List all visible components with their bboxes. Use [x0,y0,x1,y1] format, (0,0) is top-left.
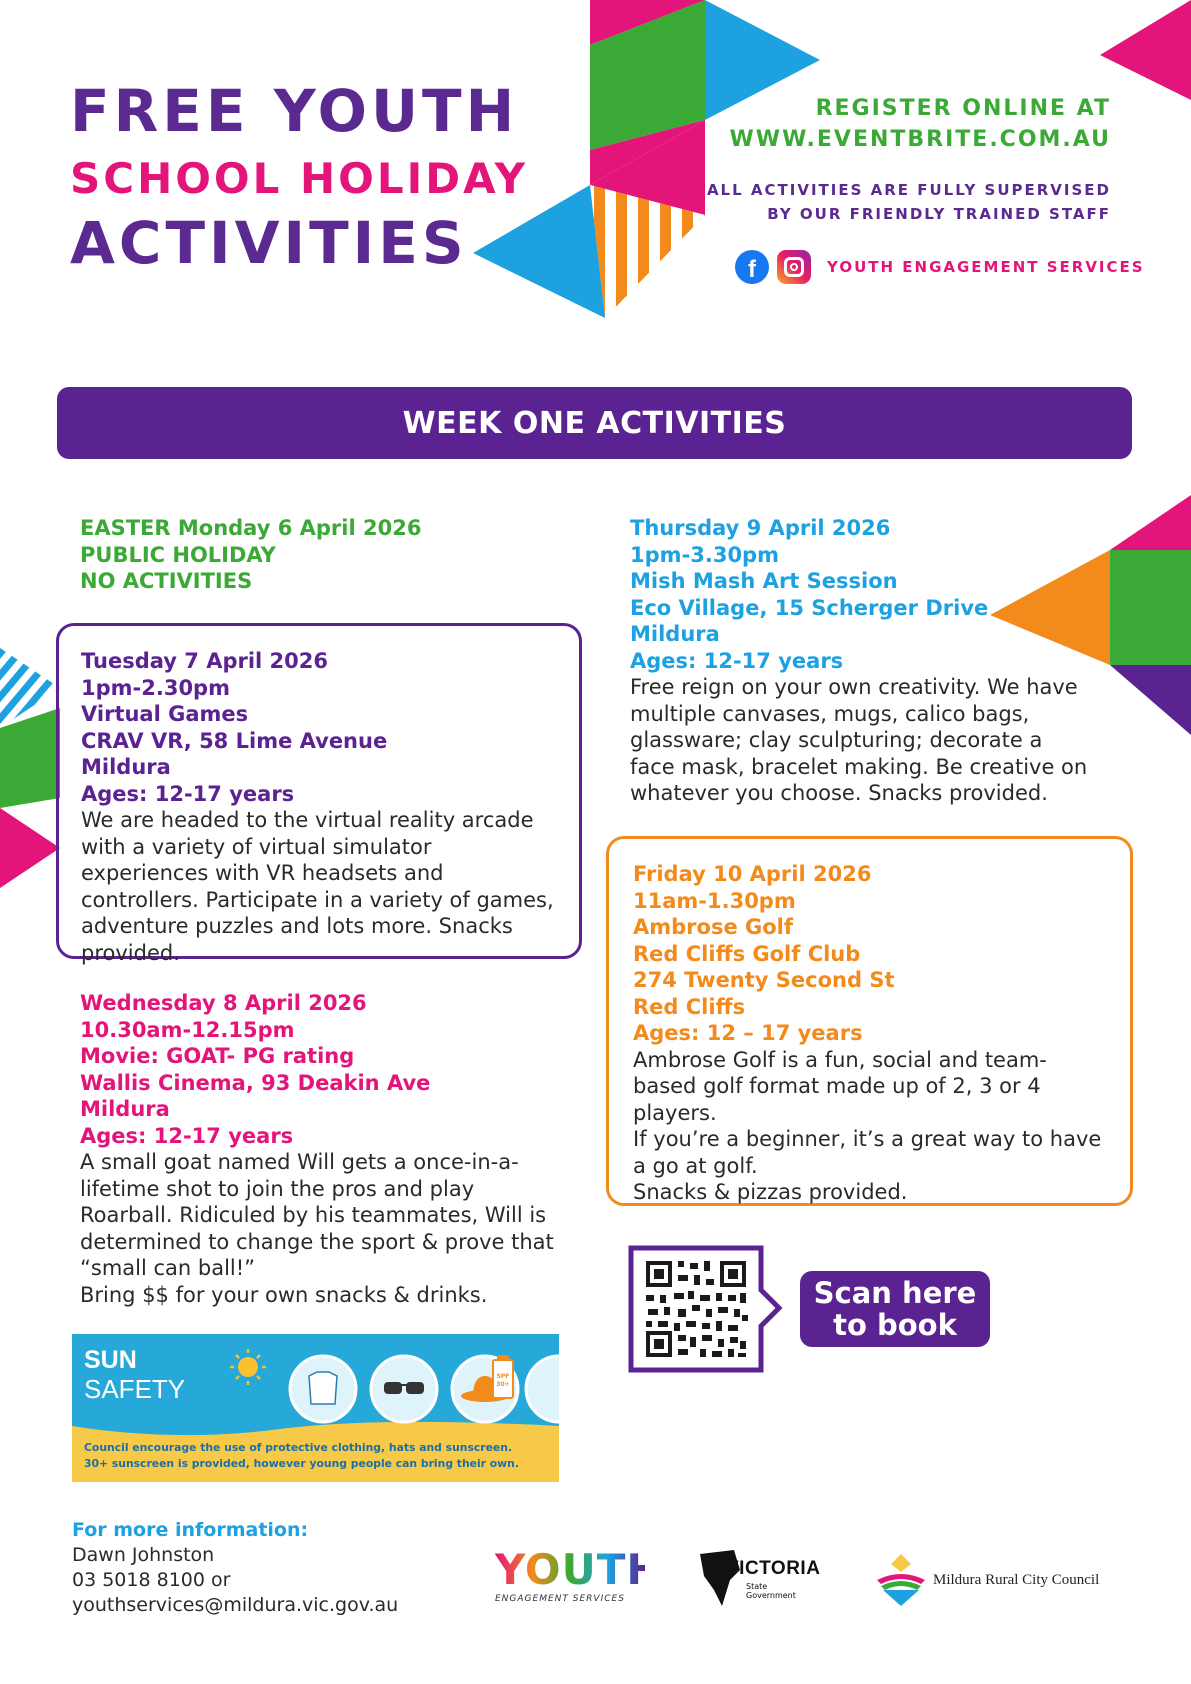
monday-line-2: PUBLIC HOLIDAY [80,542,276,567]
youth-engagement-logo [495,1545,663,1604]
victoria-wordmark: VICTORIA [726,1558,821,1579]
sun-text-2: 30+ sunscreen is provided, however young people can bring their own. [84,1457,519,1470]
social-label: YOUTH ENGAGEMENT SERVICES [827,258,1145,276]
scan-line-2: to book [833,1308,957,1342]
wednesday-time: 10.30am-12.15pm [80,1017,295,1042]
contact-heading: For more information: [72,1519,309,1541]
contact-phone[interactable]: 03 5018 8100 or [72,1569,231,1591]
decorative-triangles-left [0,648,60,888]
thursday-venue: Eco Village, 15 Scherger Drive [630,595,989,620]
scan-line-1: Scan here [813,1276,977,1310]
spf-label: SPF 30+ [496,1373,510,1388]
sun-icon [238,1357,258,1377]
supervised-line-1: ALL ACTIVITIES ARE FULLY SUPERVISED [706,181,1111,199]
title-line-3: ACTIVITIES [70,209,468,277]
friday-description: Ambrose Golf is a fun, social and team-based golf format made up of 2, 3 or 4 players. [633,1047,1047,1125]
social-links [735,250,1145,284]
wednesday-town: Mildura [80,1097,170,1121]
victoria-sub-2: Government [746,1591,796,1600]
tuesday-time: 1pm-2.30pm [81,675,230,700]
thursday-activity: Mish Mash Art Session [630,569,898,593]
wednesday-bring-note: Bring $$ for your own snacks & drinks. [80,1282,488,1307]
sun-text-1: Council encourage the use of protective clothing, hats and sunscreen. [84,1441,513,1454]
supervised-note [707,178,1111,226]
victoria-government-logo [700,1550,820,1610]
council-emblem-icon [875,1550,927,1608]
wednesday-activity: Movie: GOAT- PG rating [80,1044,355,1068]
friday-activity: Ambrose Golf [633,915,794,939]
title-line-2: SCHOOL HOLIDAY [70,154,529,203]
friday-snacks-note: Snacks & pizzas provided. [633,1180,908,1204]
scan-to-book-button[interactable] [800,1271,990,1347]
tuesday-card [56,623,582,965]
facebook-icon[interactable]: f [735,250,769,284]
week-banner: WEEK ONE ACTIVITIES [57,387,1132,459]
wednesday-date: Wednesday 8 April 2026 [80,991,367,1015]
monday-notice [80,515,421,595]
youth-logo-text: YOUTH [495,1545,663,1594]
sun-title-1: SUN [84,1346,137,1374]
thursday-date: Thursday 9 April 2026 [630,516,891,540]
tuesday-description: We are headed to the virtual reality arcade with a variety of virtual simulator experiences with VR headsets and controllers. Participate in a variety of games, adventure puzzles and lots more. Snacks provided. [81,808,554,965]
register-label: REGISTER ONLINE AT [815,96,1111,121]
wednesday-ages: Ages: 12-17 years [80,1123,294,1148]
supervised-line-2: BY OUR FRIENDLY TRAINED STAFF [767,205,1111,223]
youth-logo-subtext: ENGAGEMENT SERVICES [495,1594,625,1604]
title-line-1: FREE YOUTH [70,77,519,145]
wednesday-venue: Wallis Cinema, 93 Deakin Ave [80,1070,431,1095]
thursday-town: Mildura [630,622,720,646]
contact-info [72,1518,398,1618]
sun-title-2: SAFETY [84,1374,186,1404]
council-name: Mildura Rural City Council [933,1572,1100,1588]
tuesday-venue: CRAV VR, 58 Lime Avenue [81,728,388,753]
friday-venue: Red Cliffs Golf Club [633,941,861,966]
victoria-sub-1: State [746,1582,768,1591]
sun-safety-text [84,1440,554,1472]
tuesday-ages: Ages: 12-17 years [81,781,295,806]
tuesday-date: Tuesday 7 April 2026 [81,649,328,673]
wednesday-description: A small goat named Will gets a once-in-a-lifetime shot to join the pros and play Roarball. Ridiculed by his teammates, Will is determined to change the sport & prove that “small can ball!” [80,1150,554,1280]
friday-address: 274 Twenty Second St [633,968,895,992]
friday-ages: Ages: 12 – 17 years [633,1021,863,1045]
sun-safety-panel [72,1334,559,1482]
qr-code-callout[interactable] [628,1245,783,1375]
sun-safety-title [84,1346,185,1404]
instagram-icon[interactable] [777,250,811,284]
contact-email[interactable]: youthservices@mildura.vic.gov.au [72,1594,399,1616]
monday-line-3: NO ACTIVITIES [80,569,253,593]
register-url[interactable]: WWW.EVENTBRITE.COM.AU [729,127,1111,152]
sunscreen-bottle-icon [492,1359,514,1399]
friday-town: Red Cliffs [633,994,746,1019]
thursday-ages: Ages: 12-17 years [630,648,844,673]
shirt-icon [309,1372,337,1404]
tuesday-activity: Virtual Games [81,702,249,726]
friday-time: 11am-1.30pm [633,888,796,913]
thursday-card [630,515,1090,807]
wednesday-card [80,990,560,1308]
thursday-description: Free reign on your own creativity. We have multiple canvases, mugs, calico bags, glassware; clay sculpturing; decorate a face mask, bracelet making. Be creative on whatever you choose. Snacks provided. [630,675,1088,805]
friday-date: Friday 10 April 2026 [633,862,872,886]
contact-name: Dawn Johnston [72,1544,215,1566]
monday-line-1: EASTER Monday 6 April 2026 [80,516,422,540]
mildura-council-logo [875,1550,1115,1612]
friday-card [606,836,1133,1206]
thursday-time: 1pm-3.30pm [630,542,779,567]
friday-beginner-note: If you’re a beginner, it’s a great way to have a go at golf. [633,1127,1102,1178]
tuesday-town: Mildura [81,755,171,779]
